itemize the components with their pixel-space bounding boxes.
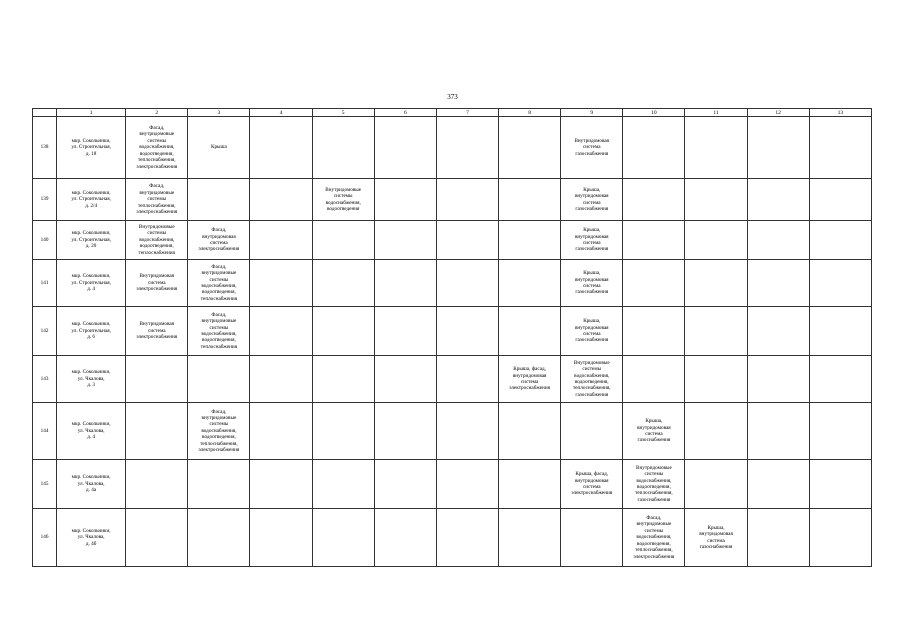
- work-cell: [312, 307, 374, 356]
- cell-text: Крыша, внутридомовая система газоснабжения: [574, 270, 609, 296]
- work-cell: [436, 307, 498, 356]
- work-cell: [623, 260, 685, 307]
- work-cell: [623, 356, 685, 403]
- work-cell: [809, 356, 871, 403]
- table-row: [33, 460, 872, 509]
- work-cell: [499, 117, 561, 179]
- work-cell: [685, 117, 747, 179]
- work-cell: [561, 221, 623, 260]
- column-header: 8: [499, 109, 561, 117]
- work-cell: [499, 179, 561, 221]
- cell-text: Фасад, внутридомовая система электроснабжения: [198, 227, 240, 253]
- cell-text: Крыша: [210, 144, 227, 151]
- work-cell: [374, 509, 436, 567]
- row-number: 141: [33, 260, 57, 307]
- work-cell: [312, 509, 374, 567]
- work-cell: [374, 179, 436, 221]
- work-cell: [374, 307, 436, 356]
- table-row: [33, 509, 872, 567]
- work-cell: [623, 403, 685, 460]
- work-cell: [250, 356, 312, 403]
- work-cell: [561, 117, 623, 179]
- work-cell: [250, 117, 312, 179]
- work-cell: [499, 403, 561, 460]
- cell-text: Фасад, внутридомовые системы водоснабжения, водоотведения, теплоснабжения, электроснабжения: [198, 408, 240, 454]
- work-cell: [436, 356, 498, 403]
- work-cell: [499, 509, 561, 567]
- work-cell: [809, 509, 871, 567]
- work-cell: [436, 117, 498, 179]
- work-cell: [809, 221, 871, 260]
- work-cell: [809, 179, 871, 221]
- work-cell: [561, 260, 623, 307]
- work-cell: [747, 260, 809, 307]
- work-cell: [623, 460, 685, 509]
- cell-text: Внутридомовые системы водоснабжения, водоотведения, теплоснабжения: [138, 223, 175, 256]
- column-header: 2: [126, 109, 188, 117]
- work-cell: [561, 356, 623, 403]
- work-cell: [312, 356, 374, 403]
- work-cell: [747, 307, 809, 356]
- work-cell: [561, 460, 623, 509]
- column-header: 7: [436, 109, 498, 117]
- work-cell: [126, 460, 188, 509]
- cell-text: Крыша, внутридомовая система газоснабжения: [574, 227, 609, 253]
- work-cell: [126, 221, 188, 260]
- cell-text: Фасад, внутридомовые системы теплоснабжения, электроснабжения: [136, 183, 178, 216]
- work-cell: [809, 460, 871, 509]
- row-number: 143: [33, 356, 57, 403]
- cell-text: Фасад, внутридомовые системы водоснабжения, водоотведения, теплоснабжения, электроснабжения: [633, 515, 675, 560]
- work-cell: [312, 221, 374, 260]
- work-cell: [126, 260, 188, 307]
- cell-text: Внутридомовые системы водоснабжения, водоотведения: [325, 186, 362, 212]
- cell-text: Фасад, внутридомовые системы водоснабжения, водоотведения, теплоснабжения, электроснабжения: [136, 125, 178, 170]
- address-cell: [57, 117, 126, 179]
- work-cell: [250, 460, 312, 509]
- work-cell: [436, 403, 498, 460]
- row-number: 139: [33, 179, 57, 221]
- cell-text: мкр. Сокольники, ул. Строительная, д. 4: [71, 273, 111, 293]
- column-header: 13: [809, 109, 871, 117]
- cell-text: Внутридомовая система электроснабжения: [136, 321, 178, 341]
- table-row: [33, 307, 872, 356]
- work-cell: [747, 221, 809, 260]
- row-number: 140: [33, 221, 57, 260]
- work-cell: [126, 117, 188, 179]
- table-row: [33, 221, 872, 260]
- column-header: 9: [561, 109, 623, 117]
- work-cell: [561, 403, 623, 460]
- work-cell: [499, 221, 561, 260]
- cell-text: Крыша, фасад, внутридомовая система электроснабжения: [509, 366, 550, 392]
- work-cell: [188, 221, 250, 260]
- work-cell: [685, 260, 747, 307]
- work-cell: [623, 117, 685, 179]
- work-cell: [747, 356, 809, 403]
- work-cell: [809, 403, 871, 460]
- table-row: [33, 356, 872, 403]
- row-number: 138: [33, 117, 57, 179]
- work-cell: [685, 460, 747, 509]
- cell-text: Внутридомовые системы водоснабжения, водоотведения, теплоснабжения, газоснабжения: [635, 464, 673, 503]
- cell-text: мкр. Сокольники, ул. Чкалова, д. 4а: [71, 474, 111, 494]
- work-cell: [312, 460, 374, 509]
- work-cell: [809, 260, 871, 307]
- column-header: 6: [374, 109, 436, 117]
- row-number: 144: [33, 403, 57, 460]
- work-cell: [188, 260, 250, 307]
- cell-text: Фасад, внутридомовые системы водоснабжения, водоотведения, теплоснабжения: [200, 263, 238, 302]
- work-cell: [374, 460, 436, 509]
- work-cell: [126, 179, 188, 221]
- column-header: 11: [685, 109, 747, 117]
- work-cell: [623, 509, 685, 567]
- work-cell: [623, 221, 685, 260]
- work-cell: [250, 260, 312, 307]
- cell-text: Внутридомовая система газоснабжения: [574, 137, 610, 157]
- address-cell: [57, 260, 126, 307]
- column-header: 4: [250, 109, 312, 117]
- cell-text: Внутридомовые системы водоснабжения, водоотведения, теплоснабжения, газоснабжения: [572, 359, 611, 398]
- column-header: 1: [57, 109, 126, 117]
- work-cell: [250, 179, 312, 221]
- cell-text: мкр. Сокольники, ул. Чкалова, д. 3: [71, 369, 111, 389]
- row-number: 146: [33, 509, 57, 567]
- work-cell: [250, 403, 312, 460]
- cell-text: Крыша, внутридомовая система газоснабжения: [699, 524, 733, 550]
- page-number: 373: [447, 93, 458, 101]
- column-header: 10: [623, 109, 685, 117]
- address-cell: [57, 403, 126, 460]
- work-cell: [374, 221, 436, 260]
- header-cell-number: [33, 109, 57, 117]
- column-header: 3: [188, 109, 250, 117]
- address-cell: [57, 509, 126, 567]
- column-header: 12: [747, 109, 809, 117]
- work-cell: [561, 307, 623, 356]
- work-cell: [126, 307, 188, 356]
- cell-text: Крыша, внутридомовая система газоснабжения: [637, 418, 671, 444]
- work-cell: [126, 403, 188, 460]
- work-cell: [747, 460, 809, 509]
- work-cell: [188, 117, 250, 179]
- cell-text: мкр. Сокольники, ул. Строительная, д. 20: [71, 230, 111, 250]
- cell-text: Крыша, внутридомовая система газоснабжения: [574, 186, 609, 212]
- work-cell: [436, 260, 498, 307]
- table-row: [33, 179, 872, 221]
- work-cell: [747, 117, 809, 179]
- work-cell: [809, 117, 871, 179]
- work-cell: [685, 179, 747, 221]
- work-cell: [685, 307, 747, 356]
- work-cell: [188, 509, 250, 567]
- work-cell: [374, 117, 436, 179]
- work-cell: [188, 403, 250, 460]
- work-cell: [436, 221, 498, 260]
- work-cell: [188, 307, 250, 356]
- column-header: 5: [312, 109, 374, 117]
- work-cell: [685, 221, 747, 260]
- work-cell: [374, 403, 436, 460]
- cell-text: мкр. Сокольники, ул. Строительная, д. 18: [71, 137, 111, 157]
- work-cell: [188, 356, 250, 403]
- work-cell: [747, 509, 809, 567]
- work-cell: [312, 403, 374, 460]
- row-number: 142: [33, 307, 57, 356]
- work-cell: [499, 307, 561, 356]
- work-cell: [312, 179, 374, 221]
- work-cell: [436, 509, 498, 567]
- work-cell: [747, 403, 809, 460]
- work-cell: [809, 307, 871, 356]
- address-cell: [57, 221, 126, 260]
- address-cell: [57, 307, 126, 356]
- cell-text: мкр. Сокольники, ул. Строительная, д. 2/4: [71, 189, 111, 209]
- work-cell: [499, 356, 561, 403]
- work-cell: [499, 460, 561, 509]
- address-cell: [57, 460, 126, 509]
- cell-text: мкр. Сокольники, ул. Чкалова, д. 4: [71, 421, 111, 441]
- address-cell: [57, 179, 126, 221]
- work-cell: [685, 403, 747, 460]
- cell-text: Крыша, фасад, внутридомовая система электроснабжения: [571, 471, 613, 497]
- cell-text: Фасад, внутридомовые системы водоснабжения, водоотведения, теплоснабжения: [200, 311, 238, 350]
- work-cell: [312, 117, 374, 179]
- table-row: [33, 260, 872, 307]
- work-cell: [312, 260, 374, 307]
- work-cell: [436, 460, 498, 509]
- work-cell: [250, 307, 312, 356]
- cell-text: Внутридомовая система электроснабжения: [136, 273, 178, 293]
- work-cell: [250, 509, 312, 567]
- work-cell: [126, 356, 188, 403]
- work-cell: [126, 509, 188, 567]
- work-cell: [685, 356, 747, 403]
- work-cell: [188, 179, 250, 221]
- table-row: [33, 117, 872, 179]
- work-cell: [250, 221, 312, 260]
- work-cell: [623, 179, 685, 221]
- header-row: [33, 109, 872, 117]
- work-cell: [561, 509, 623, 567]
- work-cell: [374, 260, 436, 307]
- address-cell: [57, 356, 126, 403]
- cell-text: мкр. Сокольники, ул. Строительная, д. 6: [71, 321, 111, 341]
- work-cell: [685, 509, 747, 567]
- work-cell: [561, 179, 623, 221]
- cell-text: Крыша, внутридомовая система газоснабжения: [574, 318, 609, 344]
- table-row: [33, 403, 872, 460]
- row-number: 145: [33, 460, 57, 509]
- work-cell: [623, 307, 685, 356]
- work-cell: [499, 260, 561, 307]
- cell-text: мкр. Сокольники, ул. Чкалова, д. 4б: [71, 527, 111, 547]
- work-cell: [374, 356, 436, 403]
- work-cell: [188, 460, 250, 509]
- work-cell: [436, 179, 498, 221]
- repair-schedule-table: [32, 108, 872, 567]
- work-cell: [747, 179, 809, 221]
